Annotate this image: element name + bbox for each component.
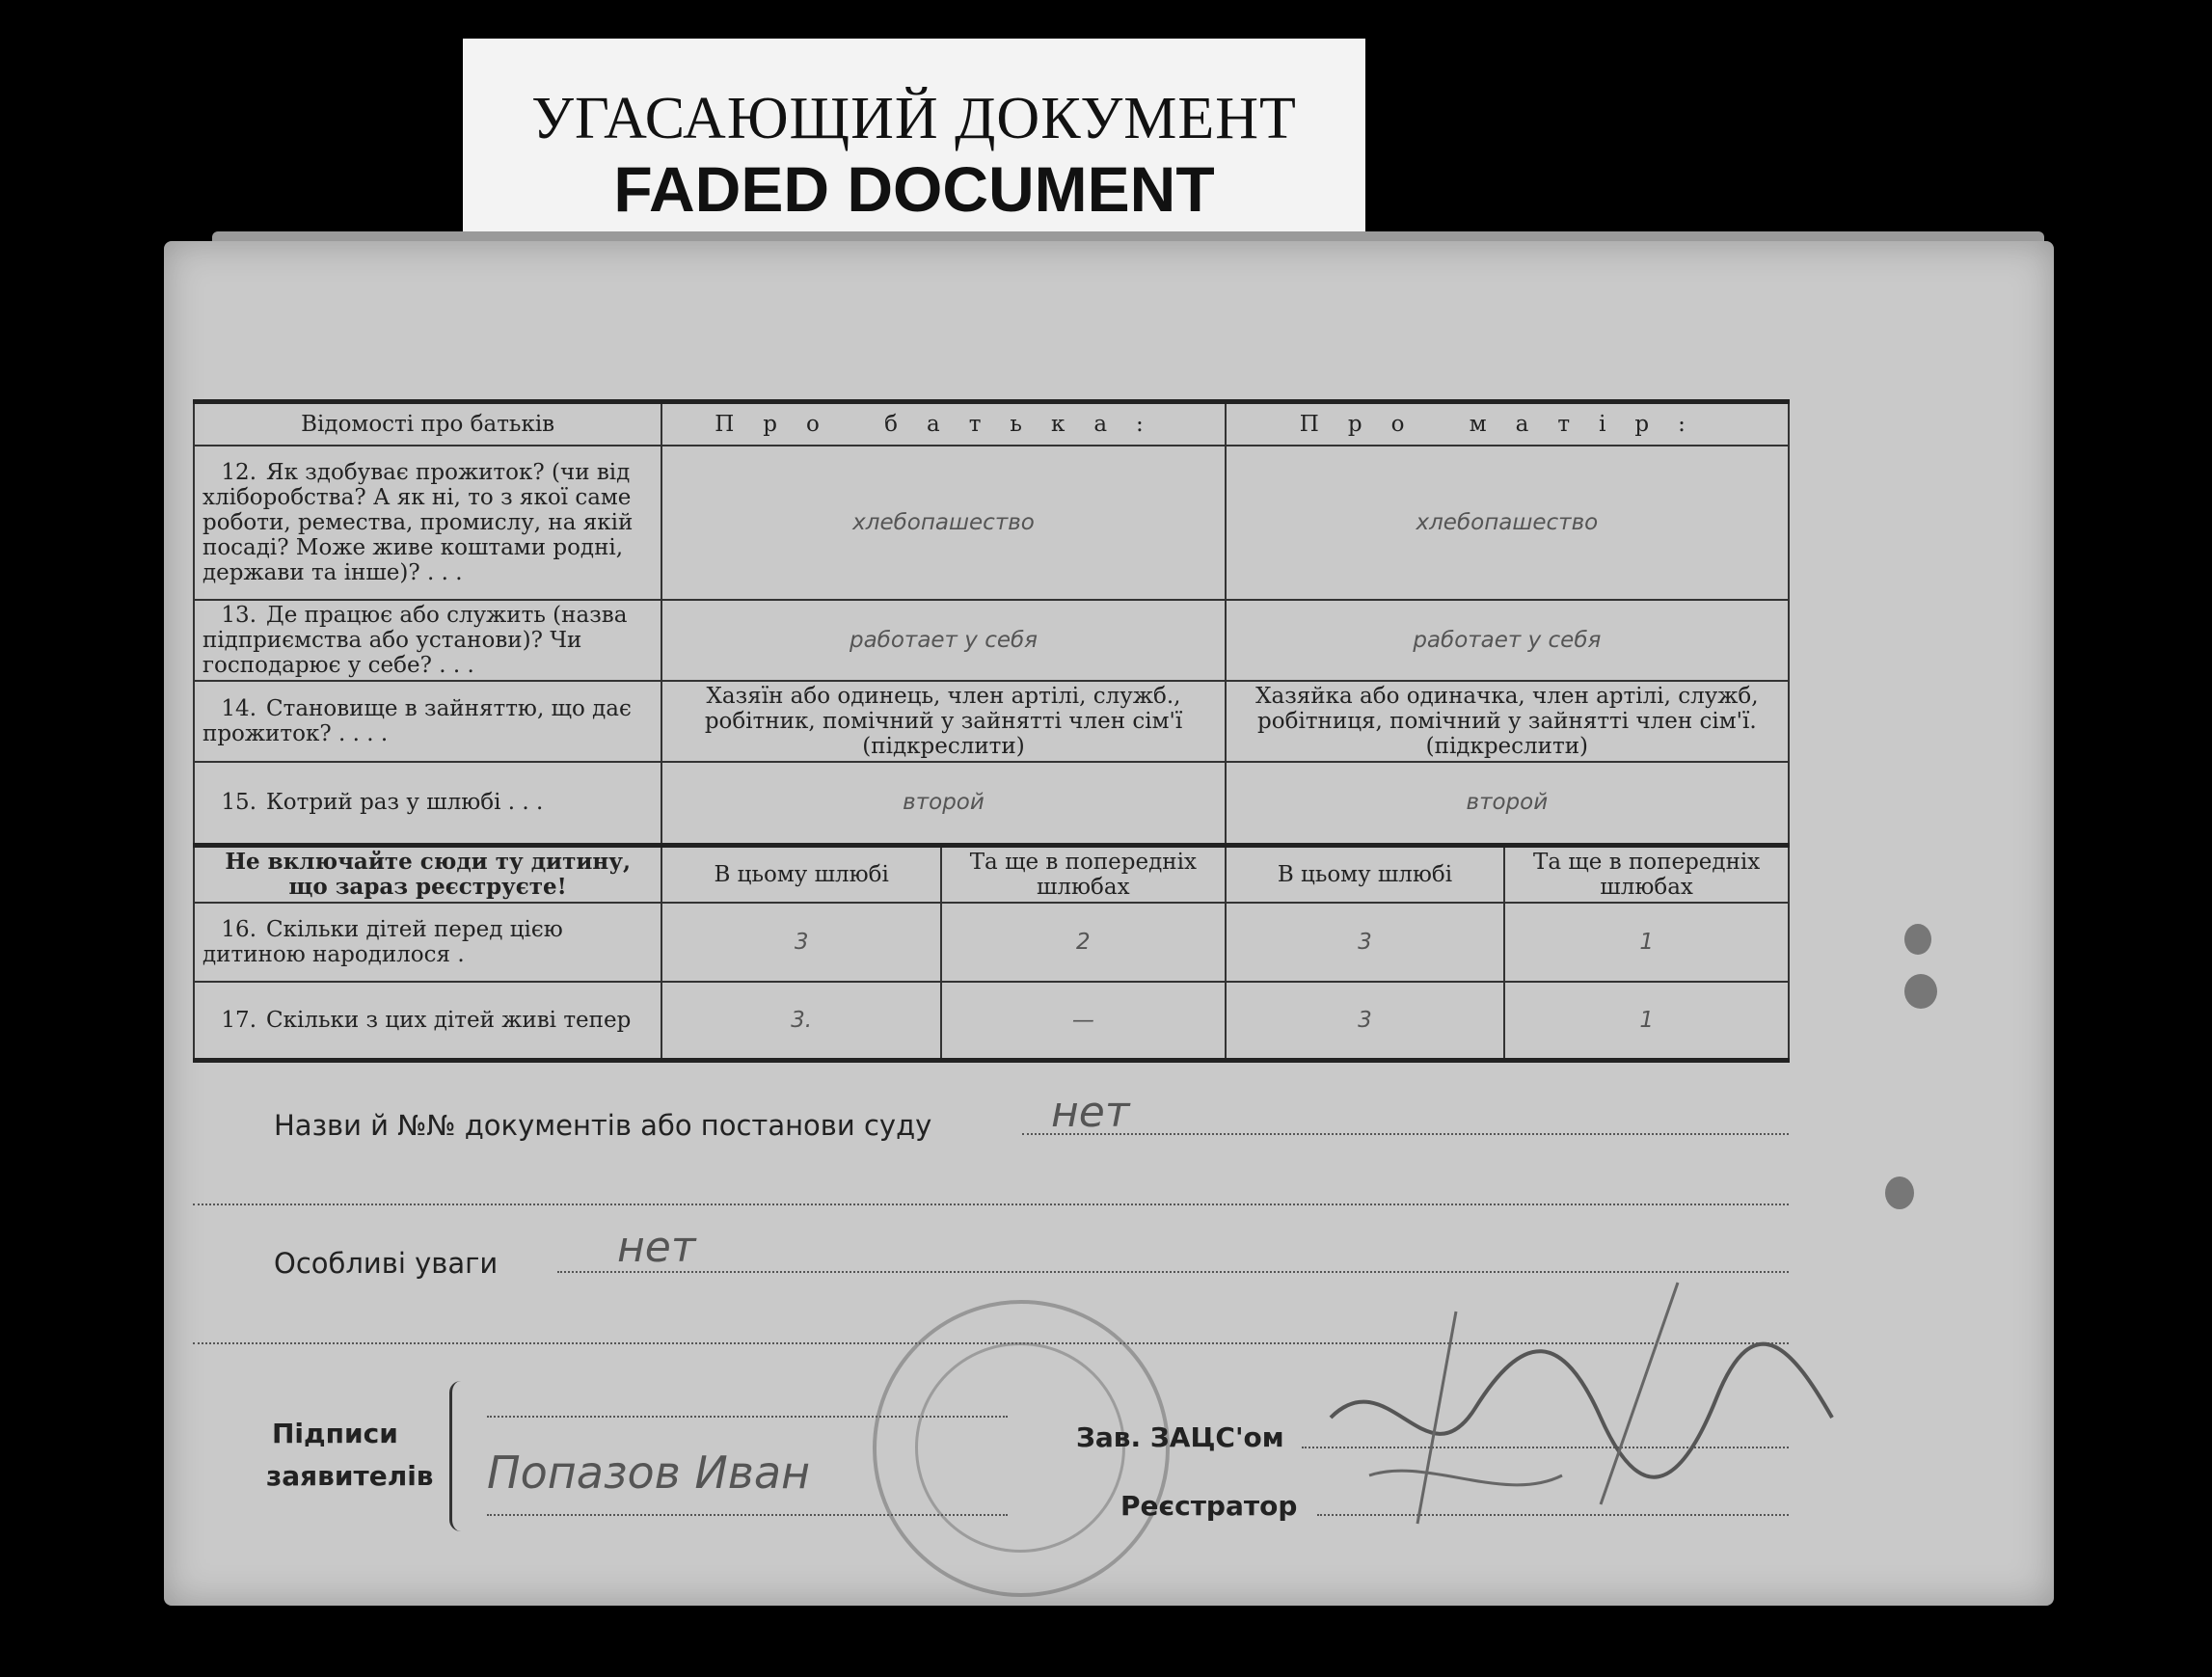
answer-14-father-options: Хазяїн або одинець, член артілі, служб., робітник, помічний у зайнятті член сім'ї (підкреслити): [661, 681, 1225, 762]
registrar-label: Реєстратор: [1120, 1490, 1298, 1522]
answer-16-father-this: 3: [661, 903, 941, 982]
answer-17-mother-this: 3: [1226, 982, 1505, 1061]
binding-hole: [1904, 974, 1937, 1009]
signature-brace: [449, 1381, 473, 1531]
exclude-child-note: Не включайте сюди ту дитину, що зараз реєструєте!: [194, 845, 661, 903]
documents-line: [1022, 1133, 1789, 1135]
table-row: [194, 903, 1789, 982]
answer-16-mother-prev: 1: [1504, 903, 1789, 982]
header-father: Про батька:: [661, 402, 1225, 446]
answer-17-father-this: 3.: [661, 982, 941, 1061]
applicant-sign-line-2: [487, 1514, 1008, 1516]
label-english: FADED DOCUMENT: [613, 153, 1215, 225]
answer-12-father: хлебопашество: [661, 446, 1225, 600]
applicant-sign-line: [487, 1416, 1008, 1418]
mother-prev-marriages-header: Та ще в попередніх шлюбах: [1504, 845, 1789, 903]
table-row: [194, 600, 1789, 681]
question-12: 12. Як здобуває прожиток? (чи від хліборобства? А як ні, то з якої саме роботи, ремества, промислу, на якій посаді? Може живе коштами родні, держави та інше)? . . .: [194, 446, 661, 600]
documents-value: нет: [1051, 1088, 1130, 1137]
label-russian: УГАСАЮЩИЙ ДОКУМЕНТ: [531, 86, 1297, 151]
father-prev-marriages-header: Та ще в попередніх шлюбах: [941, 845, 1226, 903]
answer-15-mother: второй: [1226, 762, 1789, 845]
question-16: 16. Скільки дітей перед цією дитиною народилося .: [194, 903, 661, 982]
father-this-marriage-header: В цьому шлюбі: [661, 845, 941, 903]
documents-line-2: [193, 1204, 1789, 1205]
answer-12-mother: хлебопашество: [1226, 446, 1789, 600]
table-subheader-row: [194, 845, 1789, 903]
table-header-row: [194, 402, 1789, 446]
question-13: 13. Де працює або служить (назва підприємства або установи)? Чи господарює у себе? . . .: [194, 600, 661, 681]
table-row: [194, 446, 1789, 600]
answer-17-mother-prev: 1: [1504, 982, 1789, 1061]
answer-17-father-prev: —: [941, 982, 1226, 1061]
answer-16-mother-this: 3: [1226, 903, 1505, 982]
documents-label: Назви й №№ документів або постанови суду: [274, 1109, 932, 1142]
parents-info-table: [193, 399, 1790, 1063]
applicants-signatures-label: Підписи: [272, 1418, 398, 1449]
binding-hole: [1885, 1177, 1914, 1209]
answer-14-mother-options: Хазяйка або одиначка, член артілі, служб, робітниця, помічний у зайнятті член сім'ї. (підкреслити): [1226, 681, 1789, 762]
zags-head-label: Зав. ЗАЦС'ом: [1076, 1421, 1284, 1453]
faded-document-label: [463, 39, 1365, 236]
question-14: 14. Становище в зайняттю, що дає прожиток? . . . .: [194, 681, 661, 762]
answer-13-father: работает у себя: [661, 600, 1225, 681]
question-15: 15. Котрий раз у шлюбі . . .: [194, 762, 661, 845]
notes-label: Особливі уваги: [274, 1247, 499, 1280]
answer-13-mother: работает у себя: [1226, 600, 1789, 681]
parents-info-form: [193, 399, 1790, 1063]
header-mother: Про матір:: [1226, 402, 1789, 446]
applicant-signature: Попазов Иван: [487, 1447, 811, 1499]
table-row: [194, 982, 1789, 1061]
table-row: [194, 681, 1789, 762]
header-parents-info: Відомості про батьків: [194, 402, 661, 446]
answer-16-father-prev: 2: [941, 903, 1226, 982]
signature-scribble: [1311, 1273, 1851, 1562]
notes-value: нет: [617, 1223, 696, 1272]
table-row: [194, 762, 1789, 845]
question-17: 17. Скільки з цих дітей живі тепер: [194, 982, 661, 1061]
answer-15-father: второй: [661, 762, 1225, 845]
applicants-signatures-label-2: заявителів: [266, 1460, 434, 1492]
mother-this-marriage-header: В цьому шлюбі: [1226, 845, 1505, 903]
binding-hole: [1904, 924, 1931, 955]
